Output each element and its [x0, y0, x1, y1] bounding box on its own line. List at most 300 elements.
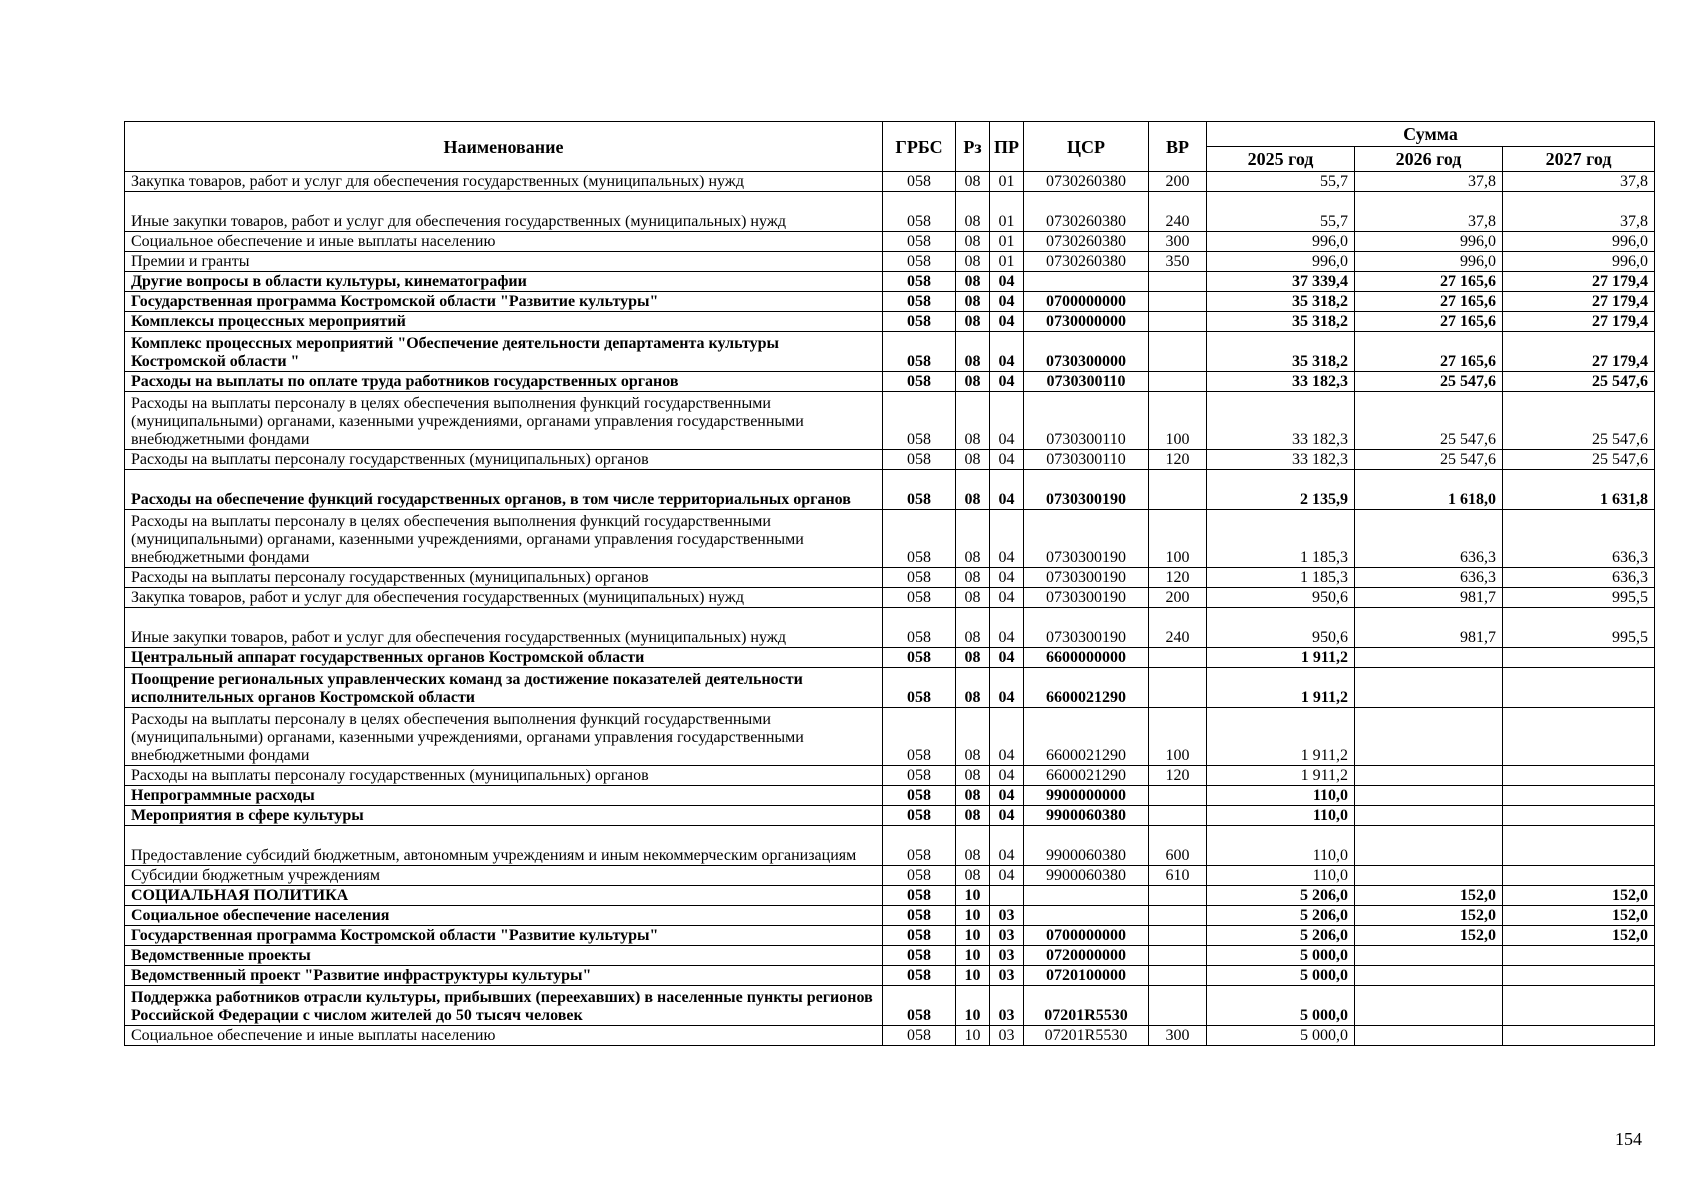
cell-name: Поддержка работников отрасли культуры, прибывших (переехавших) в населенные пункты регионов Российской Федерации с числом жителей до 50 тысяч человек	[125, 986, 883, 1026]
cell-rz: 08	[956, 372, 990, 392]
cell-name: Расходы на выплаты персоналу государственных (муниципальных) органов	[125, 450, 883, 470]
cell-csr	[1024, 886, 1149, 906]
cell-rz: 08	[956, 806, 990, 826]
cell-csr: 9900060380	[1024, 866, 1149, 886]
cell-csr: 6600021290	[1024, 708, 1149, 766]
table-row	[125, 966, 1655, 986]
cell-vr: 350	[1149, 252, 1207, 272]
cell-2025: 996,0	[1207, 252, 1355, 272]
cell-2026	[1355, 668, 1503, 708]
cell-pr: 04	[990, 826, 1024, 866]
cell-pr: 03	[990, 986, 1024, 1026]
table-row	[125, 906, 1655, 926]
cell-2027	[1503, 648, 1655, 668]
table-row	[125, 332, 1655, 372]
table-row	[125, 172, 1655, 192]
cell-rz: 08	[956, 708, 990, 766]
cell-vr: 200	[1149, 588, 1207, 608]
cell-name: Ведомственный проект "Развитие инфраструктуры культуры"	[125, 966, 883, 986]
cell-csr: 9900000000	[1024, 786, 1149, 806]
cell-csr: 6600021290	[1024, 766, 1149, 786]
cell-rz: 08	[956, 252, 990, 272]
cell-grbs: 058	[883, 826, 956, 866]
cell-2027	[1503, 786, 1655, 806]
cell-2027	[1503, 986, 1655, 1026]
cell-pr: 04	[990, 470, 1024, 510]
cell-2025: 5 000,0	[1207, 966, 1355, 986]
col-header-csr: ЦСР	[1024, 122, 1149, 172]
cell-2026	[1355, 826, 1503, 866]
cell-grbs: 058	[883, 926, 956, 946]
cell-2025: 5 206,0	[1207, 906, 1355, 926]
cell-grbs: 058	[883, 866, 956, 886]
cell-pr: 03	[990, 926, 1024, 946]
cell-2025: 33 182,3	[1207, 392, 1355, 450]
cell-rz: 10	[956, 906, 990, 926]
cell-csr: 0720000000	[1024, 946, 1149, 966]
cell-vr	[1149, 470, 1207, 510]
cell-2025: 5 206,0	[1207, 886, 1355, 906]
cell-name: Расходы на выплаты персоналу в целях обеспечения выполнения функций государственными (муниципальными) органами, казенными учреждениями, органами управления государственными внебюджетными фондами	[125, 708, 883, 766]
cell-vr	[1149, 946, 1207, 966]
table-row	[125, 192, 1655, 232]
cell-grbs: 058	[883, 966, 956, 986]
cell-2025: 37 339,4	[1207, 272, 1355, 292]
cell-grbs: 058	[883, 668, 956, 708]
cell-vr	[1149, 786, 1207, 806]
cell-grbs: 058	[883, 708, 956, 766]
table-row	[125, 272, 1655, 292]
cell-2025: 5 000,0	[1207, 1026, 1355, 1046]
table-row	[125, 926, 1655, 946]
cell-csr: 6600000000	[1024, 648, 1149, 668]
cell-name: Иные закупки товаров, работ и услуг для обеспечения государственных (муниципальных) нужд	[125, 608, 883, 648]
cell-grbs: 058	[883, 806, 956, 826]
col-header-pr: ПР	[990, 122, 1024, 172]
cell-name: Поощрение региональных управленческих команд за достижение показателей деятельности исполнительных органов Костромской области	[125, 668, 883, 708]
cell-pr	[990, 886, 1024, 906]
table-row	[125, 766, 1655, 786]
cell-rz: 10	[956, 926, 990, 946]
cell-pr: 04	[990, 332, 1024, 372]
table-row	[125, 826, 1655, 866]
cell-2026	[1355, 866, 1503, 886]
cell-2025: 110,0	[1207, 786, 1355, 806]
cell-rz: 08	[956, 866, 990, 886]
cell-2025: 1 911,2	[1207, 766, 1355, 786]
cell-grbs: 058	[883, 568, 956, 588]
cell-name: Другие вопросы в области культуры, кинематографии	[125, 272, 883, 292]
cell-2027: 25 547,6	[1503, 372, 1655, 392]
cell-pr: 03	[990, 1026, 1024, 1046]
cell-grbs: 058	[883, 786, 956, 806]
cell-2027	[1503, 826, 1655, 866]
col-header-2026: 2026 год	[1355, 147, 1503, 172]
cell-grbs: 058	[883, 470, 956, 510]
cell-pr: 04	[990, 588, 1024, 608]
cell-csr: 6600021290	[1024, 668, 1149, 708]
cell-vr	[1149, 372, 1207, 392]
cell-2026: 37,8	[1355, 172, 1503, 192]
cell-rz: 08	[956, 608, 990, 648]
cell-name: Государственная программа Костромской области "Развитие культуры"	[125, 292, 883, 312]
cell-pr: 04	[990, 668, 1024, 708]
cell-pr: 04	[990, 392, 1024, 450]
cell-rz: 10	[956, 986, 990, 1026]
table-row	[125, 886, 1655, 906]
cell-rz: 08	[956, 826, 990, 866]
table-row	[125, 292, 1655, 312]
cell-pr: 04	[990, 510, 1024, 568]
table-row	[125, 1026, 1655, 1046]
cell-vr: 600	[1149, 826, 1207, 866]
col-header-sum: Сумма	[1207, 122, 1655, 147]
cell-csr: 0700000000	[1024, 292, 1149, 312]
cell-2026	[1355, 708, 1503, 766]
cell-2026: 25 547,6	[1355, 392, 1503, 450]
cell-2026: 152,0	[1355, 906, 1503, 926]
cell-rz: 08	[956, 648, 990, 668]
cell-2027: 25 547,6	[1503, 450, 1655, 470]
cell-2025: 35 318,2	[1207, 312, 1355, 332]
cell-vr: 300	[1149, 1026, 1207, 1046]
cell-csr: 0730260380	[1024, 192, 1149, 232]
cell-name: Социальное обеспечение и иные выплаты населению	[125, 1026, 883, 1046]
cell-2027: 152,0	[1503, 906, 1655, 926]
table-row	[125, 708, 1655, 766]
cell-2027: 995,5	[1503, 608, 1655, 648]
cell-grbs: 058	[883, 392, 956, 450]
cell-pr: 01	[990, 172, 1024, 192]
cell-csr: 0730300110	[1024, 450, 1149, 470]
cell-2026	[1355, 648, 1503, 668]
cell-pr: 04	[990, 292, 1024, 312]
cell-name: Социальное обеспечение населения	[125, 906, 883, 926]
table-row	[125, 568, 1655, 588]
table-row	[125, 588, 1655, 608]
table-row	[125, 986, 1655, 1026]
cell-2027: 27 179,4	[1503, 332, 1655, 372]
cell-2025: 55,7	[1207, 192, 1355, 232]
cell-2026: 27 165,6	[1355, 272, 1503, 292]
table-row	[125, 372, 1655, 392]
cell-pr: 04	[990, 608, 1024, 648]
cell-rz: 10	[956, 1026, 990, 1046]
cell-vr	[1149, 332, 1207, 372]
cell-2026: 25 547,6	[1355, 372, 1503, 392]
cell-vr: 300	[1149, 232, 1207, 252]
cell-2025: 996,0	[1207, 232, 1355, 252]
cell-pr: 04	[990, 648, 1024, 668]
cell-name: Расходы на выплаты персоналу государственных (муниципальных) органов	[125, 568, 883, 588]
col-header-name: Наименование	[125, 122, 883, 172]
cell-pr: 03	[990, 946, 1024, 966]
cell-2025: 55,7	[1207, 172, 1355, 192]
cell-rz: 08	[956, 510, 990, 568]
cell-csr: 0730300190	[1024, 588, 1149, 608]
cell-vr	[1149, 886, 1207, 906]
cell-vr	[1149, 648, 1207, 668]
cell-vr: 240	[1149, 192, 1207, 232]
cell-pr: 03	[990, 966, 1024, 986]
cell-2026: 27 165,6	[1355, 332, 1503, 372]
cell-2027: 1 631,8	[1503, 470, 1655, 510]
cell-2027: 996,0	[1503, 252, 1655, 272]
cell-2026: 25 547,6	[1355, 450, 1503, 470]
cell-vr: 100	[1149, 708, 1207, 766]
cell-rz: 08	[956, 332, 990, 372]
table-row	[125, 806, 1655, 826]
cell-rz: 08	[956, 450, 990, 470]
cell-name: Расходы на обеспечение функций государственных органов, в том числе территориальных органов	[125, 470, 883, 510]
cell-pr: 04	[990, 866, 1024, 886]
cell-pr: 01	[990, 192, 1024, 232]
cell-name: Субсидии бюджетным учреждениям	[125, 866, 883, 886]
cell-csr: 0730300190	[1024, 568, 1149, 588]
cell-grbs: 058	[883, 372, 956, 392]
cell-vr	[1149, 292, 1207, 312]
cell-2025: 5 000,0	[1207, 986, 1355, 1026]
cell-2025: 35 318,2	[1207, 292, 1355, 312]
cell-2026: 636,3	[1355, 510, 1503, 568]
cell-2027	[1503, 668, 1655, 708]
cell-csr: 0730260380	[1024, 232, 1149, 252]
cell-grbs: 058	[883, 332, 956, 372]
cell-vr	[1149, 668, 1207, 708]
cell-pr: 04	[990, 806, 1024, 826]
cell-2026: 27 165,6	[1355, 312, 1503, 332]
cell-2025: 1 911,2	[1207, 708, 1355, 766]
table-row	[125, 786, 1655, 806]
cell-vr: 120	[1149, 450, 1207, 470]
cell-vr: 610	[1149, 866, 1207, 886]
cell-csr: 0730260380	[1024, 252, 1149, 272]
cell-grbs: 058	[883, 252, 956, 272]
cell-pr: 04	[990, 272, 1024, 292]
cell-grbs: 058	[883, 450, 956, 470]
table-row	[125, 450, 1655, 470]
cell-name: Расходы на выплаты по оплате труда работников государственных органов	[125, 372, 883, 392]
cell-2025: 33 182,3	[1207, 372, 1355, 392]
cell-vr	[1149, 986, 1207, 1026]
cell-csr: 07201R5530	[1024, 986, 1149, 1026]
cell-pr: 04	[990, 708, 1024, 766]
cell-rz: 08	[956, 568, 990, 588]
cell-2025: 5 206,0	[1207, 926, 1355, 946]
cell-2026	[1355, 1026, 1503, 1046]
cell-csr: 0730300110	[1024, 372, 1149, 392]
budget-table	[124, 121, 1655, 1046]
cell-rz: 10	[956, 886, 990, 906]
cell-2026	[1355, 966, 1503, 986]
cell-grbs: 058	[883, 588, 956, 608]
cell-2025: 1 911,2	[1207, 648, 1355, 668]
cell-vr: 240	[1149, 608, 1207, 648]
table-row	[125, 510, 1655, 568]
cell-vr: 120	[1149, 568, 1207, 588]
cell-grbs: 058	[883, 986, 956, 1026]
cell-2025: 1 185,3	[1207, 510, 1355, 568]
cell-2026: 636,3	[1355, 568, 1503, 588]
cell-pr: 04	[990, 372, 1024, 392]
cell-2026: 981,7	[1355, 588, 1503, 608]
cell-rz: 08	[956, 392, 990, 450]
col-header-grbs: ГРБС	[883, 122, 956, 172]
cell-name: Премии и гранты	[125, 252, 883, 272]
cell-2027: 152,0	[1503, 926, 1655, 946]
cell-2026	[1355, 946, 1503, 966]
cell-2025: 35 318,2	[1207, 332, 1355, 372]
cell-2026: 996,0	[1355, 252, 1503, 272]
cell-name: Мероприятия в сфере культуры	[125, 806, 883, 826]
cell-grbs: 058	[883, 906, 956, 926]
cell-2026	[1355, 766, 1503, 786]
cell-2026: 152,0	[1355, 886, 1503, 906]
cell-csr: 9900060380	[1024, 806, 1149, 826]
table-row	[125, 392, 1655, 450]
cell-vr	[1149, 272, 1207, 292]
cell-2027	[1503, 946, 1655, 966]
cell-2027	[1503, 866, 1655, 886]
cell-name: Социальное обеспечение и иные выплаты населению	[125, 232, 883, 252]
cell-csr	[1024, 906, 1149, 926]
cell-csr: 0730000000	[1024, 312, 1149, 332]
cell-2027: 27 179,4	[1503, 312, 1655, 332]
cell-grbs: 058	[883, 946, 956, 966]
cell-2027: 996,0	[1503, 232, 1655, 252]
cell-rz: 08	[956, 786, 990, 806]
cell-rz: 08	[956, 312, 990, 332]
cell-name: Иные закупки товаров, работ и услуг для обеспечения государственных (муниципальных) нужд	[125, 192, 883, 232]
cell-grbs: 058	[883, 648, 956, 668]
cell-vr	[1149, 966, 1207, 986]
cell-2027: 37,8	[1503, 172, 1655, 192]
cell-pr: 04	[990, 450, 1024, 470]
cell-grbs: 058	[883, 608, 956, 648]
cell-csr: 0730300190	[1024, 470, 1149, 510]
cell-2025: 110,0	[1207, 866, 1355, 886]
cell-2026: 1 618,0	[1355, 470, 1503, 510]
cell-csr: 0730260380	[1024, 172, 1149, 192]
cell-rz: 10	[956, 946, 990, 966]
cell-2025: 33 182,3	[1207, 450, 1355, 470]
header-row-top	[125, 122, 1655, 147]
cell-2027: 636,3	[1503, 510, 1655, 568]
cell-rz: 10	[956, 966, 990, 986]
cell-rz: 08	[956, 192, 990, 232]
cell-vr: 120	[1149, 766, 1207, 786]
cell-csr: 0730300190	[1024, 510, 1149, 568]
cell-name: Расходы на выплаты персоналу в целях обеспечения выполнения функций государственными (муниципальными) органами, казенными учреждениями, органами управления государственными внебюджетными фондами	[125, 392, 883, 450]
cell-vr: 100	[1149, 510, 1207, 568]
cell-rz: 08	[956, 232, 990, 252]
cell-grbs: 058	[883, 232, 956, 252]
col-header-2027: 2027 год	[1503, 147, 1655, 172]
cell-name: СОЦИАЛЬНАЯ ПОЛИТИКА	[125, 886, 883, 906]
cell-2026: 37,8	[1355, 192, 1503, 232]
cell-rz: 08	[956, 588, 990, 608]
table-row	[125, 648, 1655, 668]
cell-grbs: 058	[883, 1026, 956, 1046]
cell-vr: 100	[1149, 392, 1207, 450]
cell-pr: 04	[990, 766, 1024, 786]
col-header-rz: Рз	[956, 122, 990, 172]
table-row	[125, 312, 1655, 332]
cell-2026	[1355, 806, 1503, 826]
cell-name: Центральный аппарат государственных органов Костромской области	[125, 648, 883, 668]
cell-csr	[1024, 272, 1149, 292]
cell-rz: 08	[956, 272, 990, 292]
cell-name: Расходы на выплаты персоналу государственных (муниципальных) органов	[125, 766, 883, 786]
cell-2026: 27 165,6	[1355, 292, 1503, 312]
cell-2025: 110,0	[1207, 806, 1355, 826]
cell-2027: 636,3	[1503, 568, 1655, 588]
cell-2026: 152,0	[1355, 926, 1503, 946]
cell-2027: 27 179,4	[1503, 272, 1655, 292]
cell-vr	[1149, 906, 1207, 926]
cell-2027	[1503, 708, 1655, 766]
cell-csr: 0720100000	[1024, 966, 1149, 986]
cell-name: Закупка товаров, работ и услуг для обеспечения государственных (муниципальных) нужд	[125, 588, 883, 608]
cell-pr: 04	[990, 312, 1024, 332]
cell-name: Ведомственные проекты	[125, 946, 883, 966]
cell-csr: 0730300190	[1024, 608, 1149, 648]
cell-2027: 37,8	[1503, 192, 1655, 232]
cell-pr: 04	[990, 568, 1024, 588]
cell-2027	[1503, 1026, 1655, 1046]
cell-grbs: 058	[883, 510, 956, 568]
cell-rz: 08	[956, 172, 990, 192]
cell-pr: 01	[990, 252, 1024, 272]
cell-grbs: 058	[883, 272, 956, 292]
cell-pr: 03	[990, 906, 1024, 926]
cell-rz: 08	[956, 470, 990, 510]
cell-2025: 950,6	[1207, 608, 1355, 648]
cell-2027: 995,5	[1503, 588, 1655, 608]
table-row	[125, 668, 1655, 708]
cell-name: Закупка товаров, работ и услуг для обеспечения государственных (муниципальных) нужд	[125, 172, 883, 192]
table-row	[125, 232, 1655, 252]
cell-2026	[1355, 986, 1503, 1026]
col-header-vr: ВР	[1149, 122, 1207, 172]
cell-csr: 07201R5530	[1024, 1026, 1149, 1046]
cell-name: Государственная программа Костромской области "Развитие культуры"	[125, 926, 883, 946]
cell-2025: 1 911,2	[1207, 668, 1355, 708]
cell-name: Предоставление субсидий бюджетным, автономным учреждениям и иным некоммерческим организациям	[125, 826, 883, 866]
cell-2026	[1355, 786, 1503, 806]
col-header-2025: 2025 год	[1207, 147, 1355, 172]
table-row	[125, 470, 1655, 510]
cell-csr: 9900060380	[1024, 826, 1149, 866]
cell-grbs: 058	[883, 192, 956, 232]
cell-csr: 0700000000	[1024, 926, 1149, 946]
cell-2027	[1503, 766, 1655, 786]
cell-grbs: 058	[883, 172, 956, 192]
cell-name: Расходы на выплаты персоналу в целях обеспечения выполнения функций государственными (муниципальными) органами, казенными учреждениями, органами управления государственными внебюджетными фондами	[125, 510, 883, 568]
cell-vr	[1149, 926, 1207, 946]
cell-csr: 0730300110	[1024, 392, 1149, 450]
table-row	[125, 608, 1655, 648]
cell-vr	[1149, 312, 1207, 332]
cell-csr: 0730300000	[1024, 332, 1149, 372]
cell-2026: 996,0	[1355, 232, 1503, 252]
cell-rz: 08	[956, 766, 990, 786]
cell-2027	[1503, 806, 1655, 826]
cell-grbs: 058	[883, 886, 956, 906]
table-row	[125, 946, 1655, 966]
table-row	[125, 252, 1655, 272]
cell-2025: 950,6	[1207, 588, 1355, 608]
